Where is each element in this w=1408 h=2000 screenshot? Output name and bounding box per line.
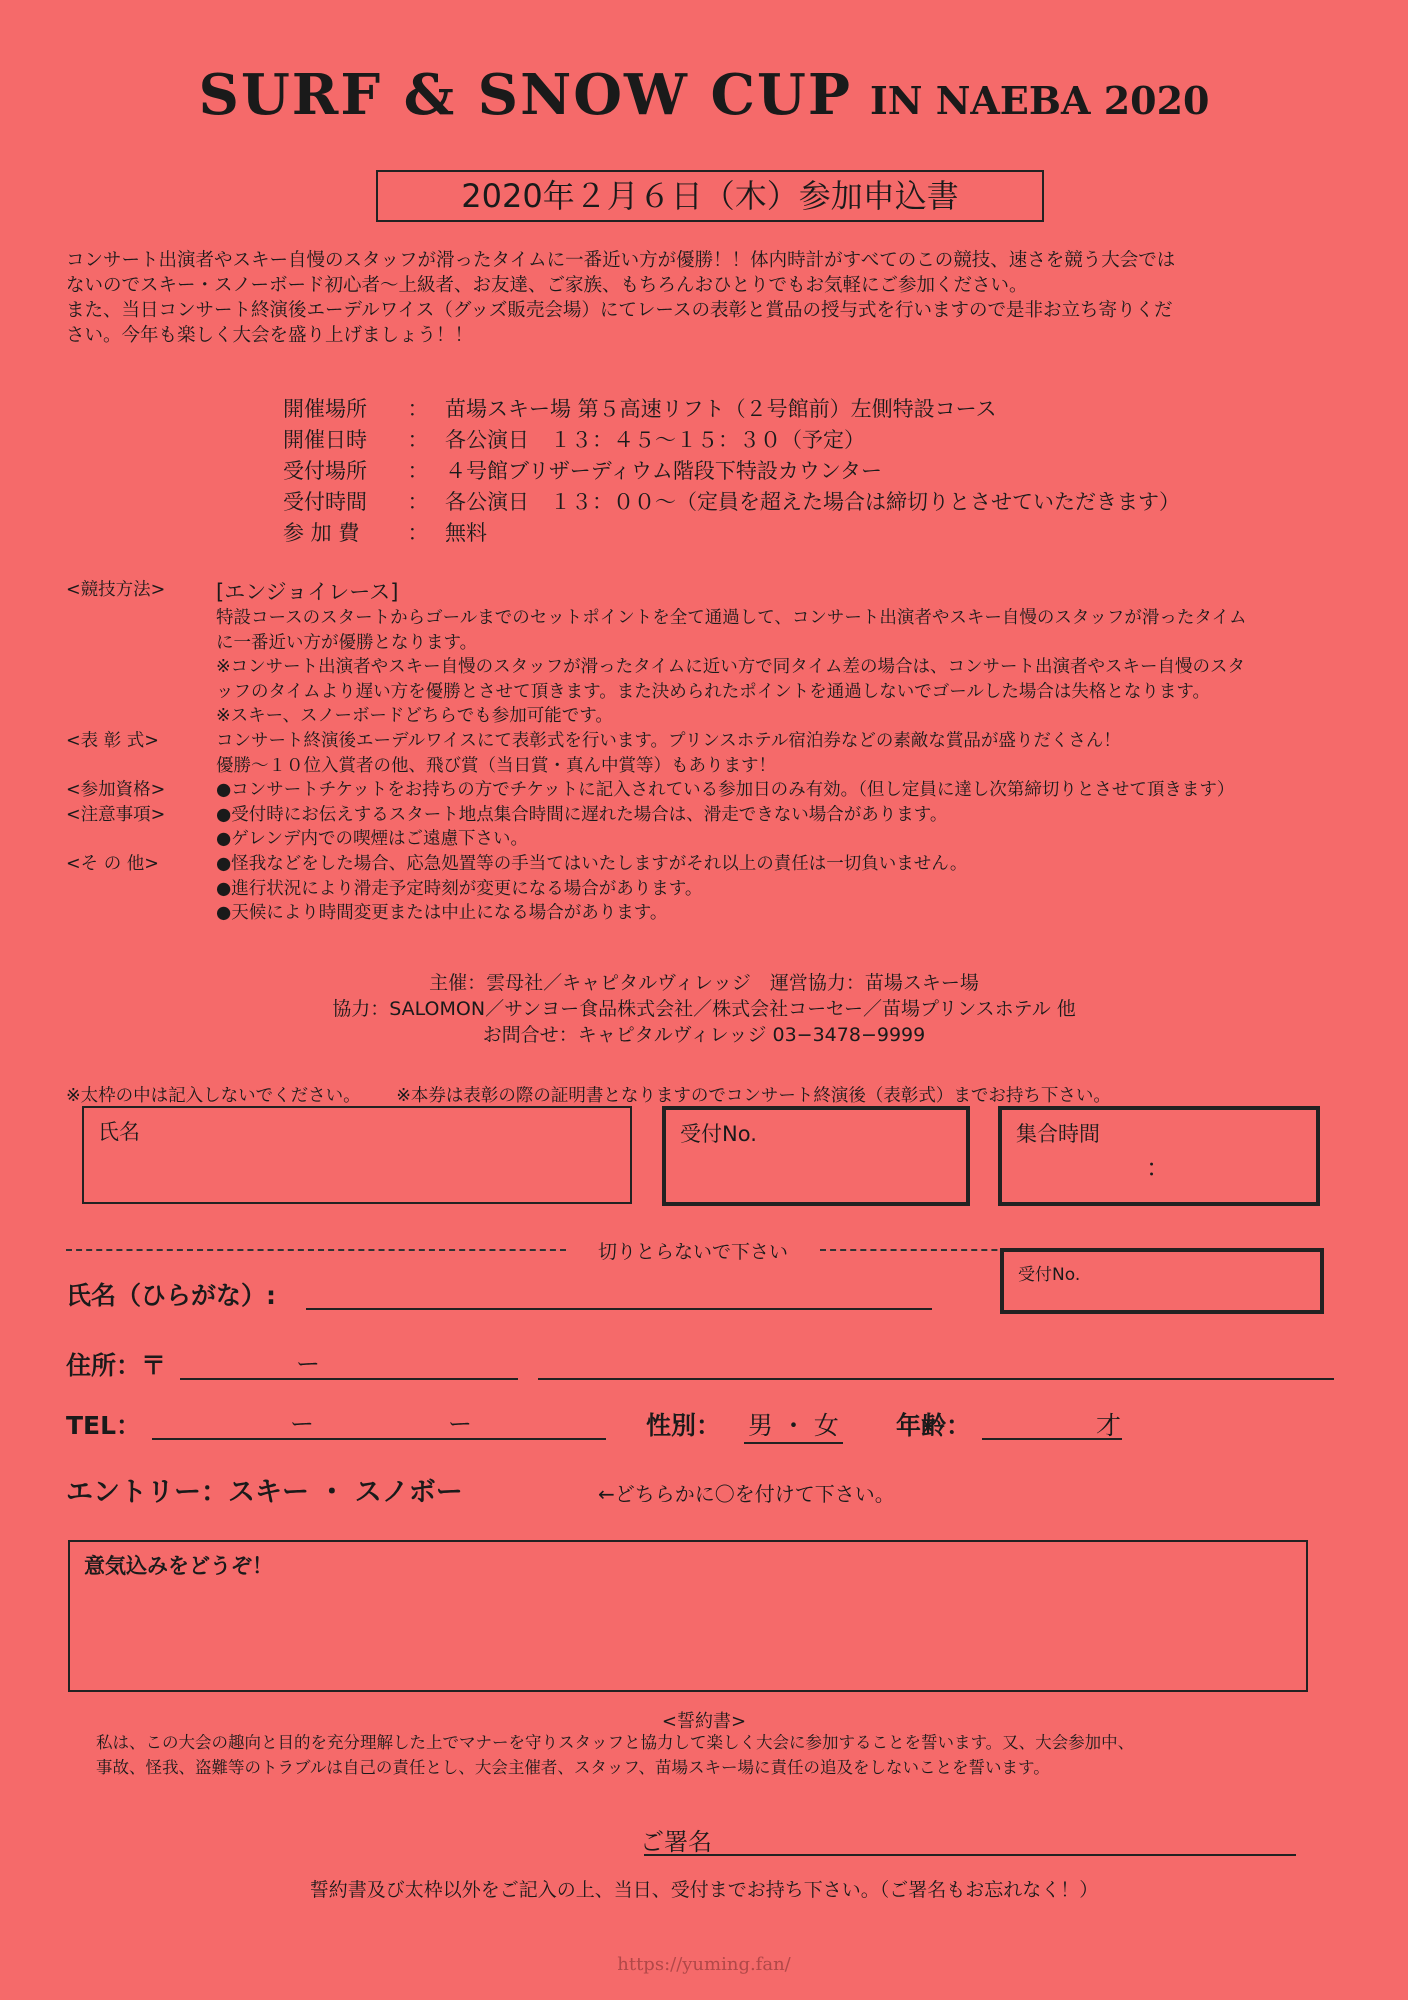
- pledge-line: 私は、この大会の趣向と目的を充分理解した上でマナーを守りスタッフと協力して楽しく大会に参加することを誓います。又、大会参加中、: [96, 1733, 1135, 1752]
- reception-number-box-lower: [1000, 1248, 1324, 1314]
- reception-lower-label: 受付No.: [1018, 1265, 1081, 1285]
- date-title: 2020年２月６日（木）参加申込書: [376, 170, 1044, 222]
- tel-dash: ー: [448, 1410, 472, 1438]
- section-method: [66, 578, 1356, 729]
- section-line: ※スキー、スノーボードどちらでも参加可能です。: [216, 706, 613, 727]
- motivation-label: 意気込みをどうぞ！: [84, 1554, 273, 1578]
- detail-value: ４号館ブリザーディウム階段下特設カウンター: [445, 459, 883, 483]
- note-right: ※本券は表彰の際の証明書となりますのでコンサート終演後（表彰式）までお持ち下さい。: [396, 1086, 1111, 1106]
- intro-line: また、当日コンサート終演後エーデルワイス（グッズ販売会場）にてレースの表彰と賞品の授与式を行いますので是非お立ち寄りくだ: [66, 300, 1173, 321]
- section-line: ●受付時にお伝えするスタート地点集合時間に遅れた場合は、滑走できない場合があります。: [216, 804, 948, 825]
- name-field-label: 氏名（ひらがな）:: [66, 1281, 276, 1310]
- intro-text: [66, 248, 1346, 348]
- page-title: [0, 62, 1408, 128]
- meeting-time-box: [998, 1106, 1320, 1206]
- intro-line: ないのでスキー・スノーボード初心者～上級者、お友達、ご家族、もちろんおひとりでもお気軽にご参加ください。: [66, 275, 1028, 296]
- pledge-title: <誓約書>: [661, 1711, 747, 1732]
- rule-sections: [66, 578, 1356, 926]
- section-label: <表 彰 式>: [66, 730, 159, 751]
- section-line: 特設コースのスタートからゴールまでのセットポイントを全て通過して、コンサート出演者やスキー自慢のスタッフが滑ったタイム: [216, 608, 1247, 628]
- time-colon: ：: [1146, 1154, 1170, 1182]
- gender-choice[interactable]: 男 ・ 女: [744, 1406, 843, 1444]
- detail-label: 受付時間: [283, 490, 367, 514]
- section-line: 優勝～１０位入賞者の他、飛び賞（当日賞・真ん中賞等）もあります！: [216, 755, 776, 776]
- address-field[interactable]: [538, 1348, 1334, 1380]
- age-unit: 才: [1096, 1411, 1122, 1440]
- signature-label: ご署名: [640, 1828, 712, 1856]
- organizer-line: お問合せ：キャピタルヴィレッジ 03−3478−9999: [482, 1024, 926, 1046]
- title-main: SURF & SNOW CUP: [198, 62, 852, 128]
- signature-field[interactable]: [644, 1822, 1296, 1856]
- meeting-box-label: 集合時間: [1016, 1122, 1100, 1146]
- watermark: https://yuming.fan/: [617, 1954, 791, 1975]
- tel-dash: ー: [290, 1410, 314, 1438]
- postal-code-field[interactable]: [180, 1348, 518, 1380]
- pledge-text: [96, 1730, 1326, 1780]
- notes: [66, 1082, 1111, 1107]
- detail-colon: ：: [407, 521, 429, 545]
- section-line: ※コンサート出演者やスキー自慢のスタッフが滑ったタイムに近い方で同タイム差の場合は、コンサート出演者やスキー自慢のスタ: [216, 657, 1245, 678]
- organizer-line: 主催：雲母社／キャピタルヴィレッジ 運営協力：苗場スキー場: [429, 972, 979, 994]
- name-field[interactable]: [306, 1278, 932, 1310]
- detail-row: [283, 487, 1180, 518]
- reception-box-label: 受付No.: [680, 1122, 757, 1146]
- detail-colon: ：: [407, 397, 429, 421]
- title-sub: IN NAEBA 2020: [869, 78, 1210, 123]
- detail-row: [283, 456, 1180, 487]
- detail-label: 開催場所: [283, 397, 367, 421]
- detail-label: 開催日時: [283, 428, 367, 452]
- event-details: [283, 394, 1180, 549]
- entry-choice[interactable]: エントリー：スキー ・ スノボー: [66, 1477, 463, 1508]
- organizer-line: 協力：SALOMON／サンヨー食品株式会社／株式会社コーセー／苗場プリンスホテル 他: [332, 998, 1076, 1020]
- section-other: [66, 852, 1356, 926]
- detail-value: 無料: [445, 521, 487, 545]
- detail-colon: ：: [407, 459, 429, 483]
- section-label: <競技方法>: [66, 580, 166, 600]
- detail-colon: ：: [407, 490, 429, 514]
- motivation-box[interactable]: [68, 1540, 1308, 1692]
- section-eligibility: [66, 778, 1356, 803]
- postal-dash: ー: [296, 1350, 320, 1378]
- section-line: ●進行状況により滑走予定時刻が変更になる場合があります。: [216, 878, 703, 899]
- section-label: <注意事項>: [66, 804, 166, 825]
- section-line: ●コンサートチケットをお持ちの方でチケットに記入されている参加日のみ有効。（但し定員に達し次第締切りとさせて頂きます）: [216, 780, 1235, 801]
- tel-label: TEL：: [66, 1411, 142, 1440]
- pledge-line: 事故、怪我、盗難等のトラブルは自己の責任とし、大会主催者、スタッフ、苗場スキー場に責任の追及をしないことを誓います。: [96, 1758, 1050, 1777]
- organizers: [0, 970, 1408, 1048]
- intro-line: コンサート出演者やスキー自慢のスタッフが滑ったタイムに一番近い方が優勝！！体内時計がすべてのこの競技、速さを競う大会では: [66, 250, 1176, 271]
- entry-hint: ←どちらかに〇を付けて下さい。: [598, 1482, 895, 1506]
- detail-row: [283, 518, 1180, 549]
- age-label: 年齢：: [896, 1411, 972, 1440]
- detail-label: 受付場所: [283, 459, 367, 483]
- section-line: ●天候により時間変更または中止になる場合があります。: [216, 903, 668, 924]
- section-line: ●ゲレンデ内での喫煙はご遠慮下さい。: [216, 829, 528, 850]
- reception-number-box: [662, 1106, 970, 1206]
- detail-colon: ：: [407, 428, 429, 452]
- cut-text: 切りとらないで下さい: [594, 1241, 792, 1263]
- address-label: 住所：〒: [66, 1351, 167, 1380]
- section-line: に一番近い方が優勝となります。: [216, 632, 478, 653]
- section-label: <そ の 他>: [66, 853, 159, 874]
- intro-line: さい。今年も楽しく大会を盛り上げましょう！！: [66, 325, 474, 346]
- section-heading: [エンジョイレース]: [216, 580, 399, 604]
- note-left: ※太枠の中は記入しないでください。: [66, 1086, 361, 1106]
- section-line: ●怪我などをした場合、応急処置等の手当てはいたしますがそれ以上の責任は一切負いません。: [216, 853, 968, 874]
- detail-value: 各公演日 １３：００～（定員を超えた場合は締切りとさせていただきます）: [445, 490, 1180, 514]
- detail-label: 参 加 費: [283, 521, 360, 545]
- section-award: [66, 729, 1356, 778]
- gender-label: 性別：: [646, 1411, 722, 1440]
- detail-value: 苗場スキー場 第５高速リフト（２号館前）左側特設コース: [445, 397, 997, 421]
- name-box: [82, 1106, 632, 1204]
- detail-value: 各公演日 １３：４５～１５：３０（予定）: [445, 428, 865, 452]
- section-label: <参加資格>: [66, 780, 166, 801]
- footer-note: 誓約書及び太枠以外をご記入の上、当日、受付までお持ち下さい。（ご署名もお忘れなく！）: [309, 1879, 1099, 1901]
- name-box-label: 氏名: [98, 1120, 140, 1144]
- section-line: ッフのタイムより遅い方を優勝とさせて頂きます。また決められたポイントを通過しないでゴールした場合は失格となります。: [216, 681, 1210, 702]
- detail-row: [283, 425, 1180, 456]
- tel-field[interactable]: [152, 1408, 606, 1440]
- detail-row: [283, 394, 1180, 425]
- section-line: コンサート終演後エーデルワイスにて表彰式を行います。プリンスホテル宿泊券などの素敵な賞品が盛りだくさん！: [216, 730, 1121, 751]
- section-caution: [66, 803, 1356, 852]
